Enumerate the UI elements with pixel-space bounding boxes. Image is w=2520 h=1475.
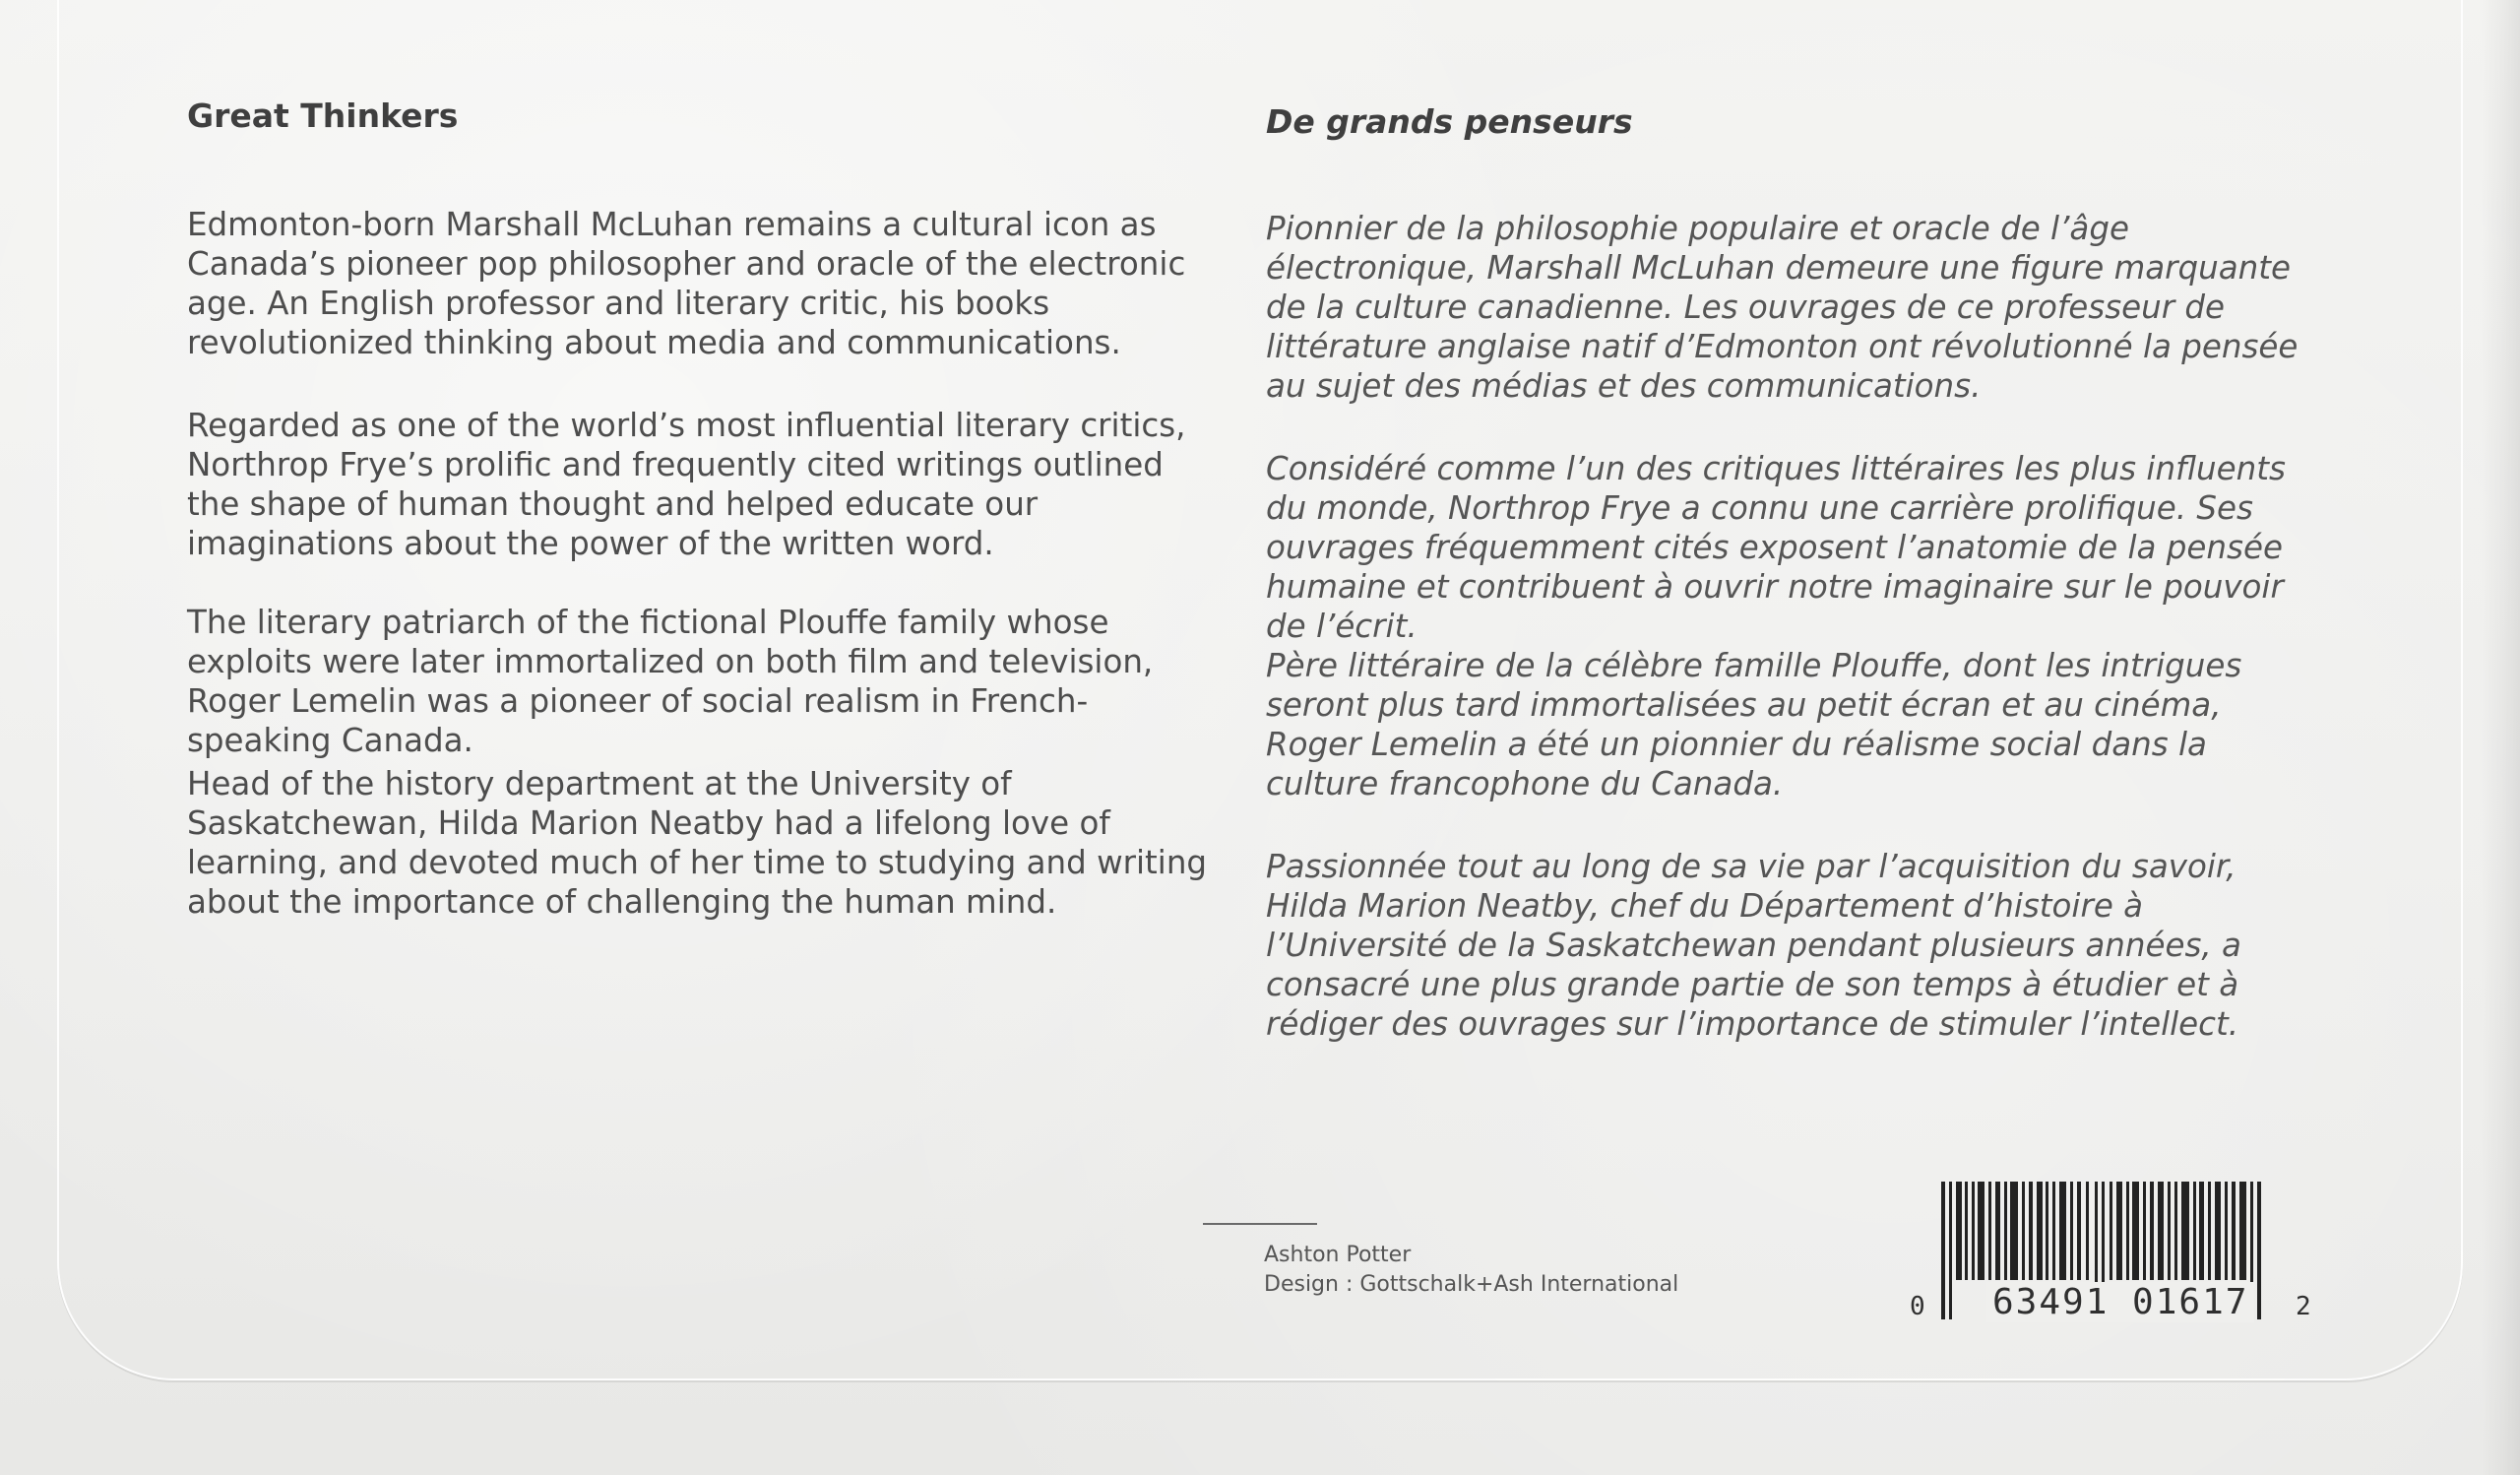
english-paragraph-mcluhan: Edmonton-born Marshall McLuhan remains a cultural icon as Canada’s pioneer pop philosopher and oracle of the electronic age. An English professor and literary critic, his books revolutionized thinking about media and communications.: [187, 206, 1186, 361]
barcode-last-digit: 2: [2296, 1292, 2311, 1321]
barcode-middle-digits: 63491 01617: [1986, 1282, 2254, 1322]
design-credit: Design : Gottschalk+Ash International: [1264, 1272, 1679, 1297]
french-paragraph-lemelin: Père littéraire de la célèbre famille Plouffe, dont les intrigues seront plus tard immortalisées au petit écran et au cinéma, Roger Lemelin a été un pionnier du réalisme social dans la culture francophone du Canada.: [1266, 647, 2242, 802]
credit-divider: [1203, 1223, 1317, 1225]
english-heading: Great Thinkers: [187, 96, 459, 136]
english-paragraph-lemelin: The literary patriarch of the fictional Plouffe family whose exploits were later immortalized on both film and television, Roger Lemelin was a pioneer of social realism in French-speaking Canada.: [187, 604, 1154, 759]
french-paragraph-neatby: Passionnée tout au long de sa vie par l’acquisition du savoir, Hilda Marion Neatby, chef du Département d’histoire à l’Université de la Saskatchewan pendant plusieurs années, a consacré une plus grande partie de son temps à étudier et à rédiger des ouvrages sur l’importance de stimuler l’intellect.: [1266, 848, 2241, 1043]
french-heading: De grands penseurs: [1266, 102, 1633, 142]
french-paragraph-frye: Considéré comme l’un des critiques littéraires les plus influents du monde, Northrop Frye a connu une carrière prolifique. Ses ouvrages fréquemment cités exposent l’anatomie de la pensée humaine et contribuent à ouvrir notre imaginaire sur le pouvoir de l’écrit.: [1266, 450, 2286, 645]
barcode-first-digit: 0: [1910, 1292, 1925, 1321]
barcode: [1906, 1182, 2319, 1329]
english-paragraph-frye: Regarded as one of the world’s most influential literary critics, Northrop Frye’s prolific and frequently cited writings outlined the shape of human thought and helped educate our imaginations about the power of the written word.: [187, 407, 1186, 562]
printer-credit: Ashton Potter: [1264, 1243, 1412, 1267]
french-paragraph-mcluhan: Pionnier de la philosophie populaire et oracle de l’âge électronique, Marshall McLuhan demeure une figure marquante de la culture canadienne. Les ouvrages de ce professeur de littérature anglaise natif d’Edmonton ont révolutionné la pensée au sujet des médias et des communications.: [1266, 210, 2299, 405]
envelope-edge-shadow: [2481, 0, 2520, 1475]
english-paragraph-neatby: Head of the history department at the University of Saskatchewan, Hilda Marion Neatby had a lifelong love of learning, and devoted much of her time to studying and writing about the importance of challenging the human mind.: [187, 765, 1208, 921]
